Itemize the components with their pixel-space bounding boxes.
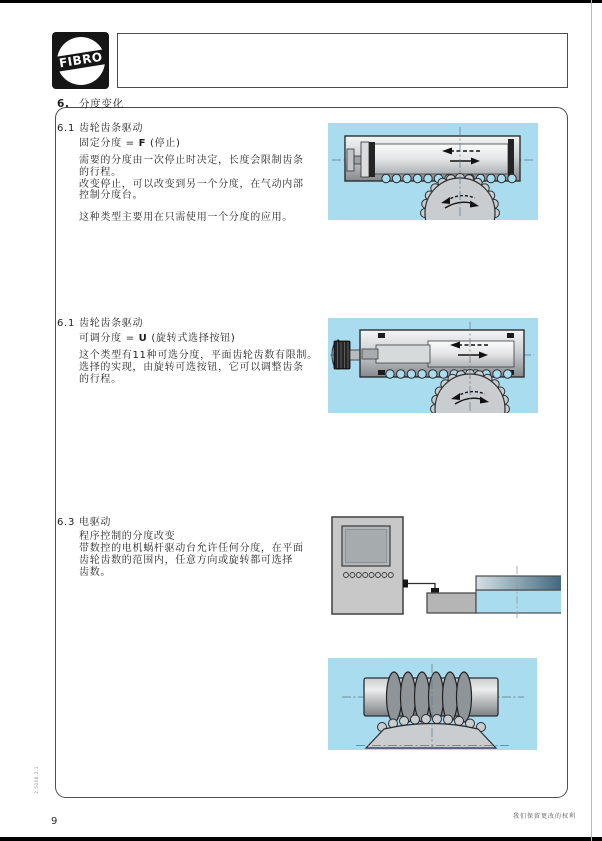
- rights-note: 我们保留更改的权利: [512, 813, 576, 820]
- section-6-number: 6.: [57, 98, 70, 110]
- paragraph-line: 的行程。: [79, 373, 122, 385]
- section-61b-number: 6.1: [57, 318, 76, 329]
- mode-suffix: (旋转式选择按钮): [147, 333, 236, 344]
- page-number: 9: [51, 816, 58, 827]
- mode-suffix: (停止): [146, 138, 181, 149]
- paragraph-line: 这个类型有11种可选分度，平面齿轮齿数有限制。: [79, 350, 318, 361]
- section-61a-note: 这种类型主要用在只需使用一个分度的应用。: [79, 212, 293, 223]
- figure-electric-drive: [325, 513, 561, 620]
- section-61a-number: 6.1: [57, 123, 76, 134]
- section-61b-mode: [79, 333, 235, 345]
- section-61b-title: 齿轮齿条驱动: [79, 318, 144, 329]
- scan-right-edge: [591, 0, 592, 841]
- mode-prefix: 固定分度 =: [79, 138, 139, 149]
- paragraph-line: 带数控的电机蜗杆驱动台允许任何分度，在平面: [79, 543, 304, 554]
- section-61a-mode: [79, 138, 181, 150]
- section-61b-paragraph: [79, 350, 318, 385]
- section-63-number: 6.3: [57, 517, 76, 528]
- header-title-box: [117, 33, 568, 88]
- mode-letter: F: [138, 138, 147, 149]
- paragraph-line: 改变停止，可以改变到另一个分度，在气动内部: [79, 178, 304, 190]
- spine-code: 2.5008.2.1: [34, 766, 39, 794]
- scan-top-edge: [0, 0, 602, 3]
- fibro-logo-text: FIBRO: [55, 49, 106, 72]
- figure-worm-gear: [328, 658, 537, 750]
- paragraph-line: 控制分度台。: [79, 190, 144, 202]
- paragraph-line: 的行程。: [79, 166, 122, 178]
- section-6-title: 分度变化: [79, 98, 124, 110]
- mode-prefix: 可调分度 =: [79, 333, 139, 344]
- section-63-title: 电驱动: [79, 517, 112, 528]
- mode-letter: U: [138, 333, 148, 344]
- figure-rack-drive-fixed: [328, 123, 538, 220]
- paragraph-line: 齿轮齿数的范围内，任意方向或旋转都可选择: [79, 554, 293, 566]
- section-63-paragraph: [79, 543, 304, 578]
- section-61a-title: 齿轮齿条驱动: [79, 123, 144, 134]
- figure-rack-drive-adjustable: [328, 318, 538, 413]
- paragraph-line: 需要的分度由一次停止时决定，长度会限制齿条: [79, 155, 304, 166]
- section-63-subtitle: 程序控制的分度改变: [79, 531, 176, 542]
- section-61a-paragraph: [79, 155, 304, 202]
- paragraph-line: 选择的实现，由旋转可选按钮，它可以调整齿条: [79, 361, 304, 373]
- paragraph-line: 齿数。: [79, 566, 112, 578]
- fibro-logo-circle: [57, 37, 105, 85]
- scan-bottom-edge: [0, 837, 602, 841]
- fibro-logo: [52, 32, 109, 89]
